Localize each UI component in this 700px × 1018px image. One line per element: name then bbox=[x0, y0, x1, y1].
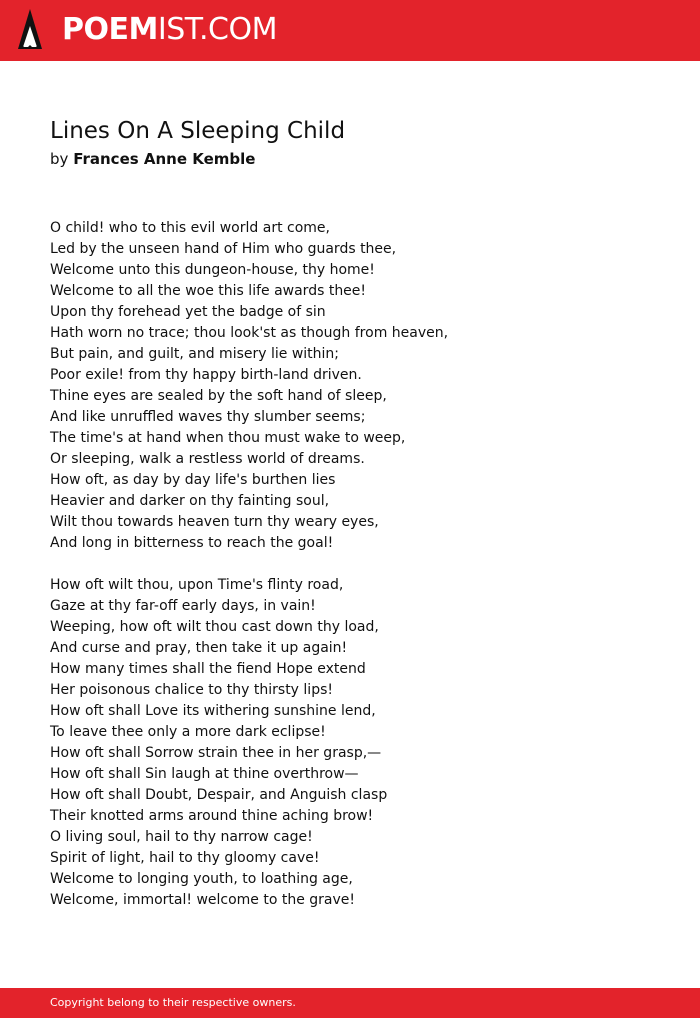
poem-line: Hath worn no trace; thou look'st as though from heaven, bbox=[50, 325, 449, 341]
poem-line: The time's at hand when thou must wake to weep, bbox=[50, 430, 406, 446]
poem-line: How oft, as day by day life's burthen lies bbox=[50, 472, 336, 488]
site-header bbox=[0, 0, 700, 61]
poem-line: But pain, and guilt, and misery lie within; bbox=[50, 346, 340, 362]
poem-line: Welcome, immortal! welcome to the grave! bbox=[50, 892, 356, 908]
poem-line: How many times shall the fiend Hope extend bbox=[50, 661, 366, 677]
poem-line: And long in bitterness to reach the goal! bbox=[50, 535, 334, 551]
author-name: Frances Anne Kemble bbox=[73, 150, 256, 168]
by-label: by bbox=[50, 150, 69, 168]
poem-line: To leave thee only a more dark eclipse! bbox=[50, 724, 326, 740]
poem-line: Gaze at thy far-off early days, in vain! bbox=[50, 598, 316, 614]
poem-line: Their knotted arms around thine aching brow! bbox=[50, 808, 374, 824]
poem-line: Thine eyes are sealed by the soft hand of sleep, bbox=[50, 388, 387, 404]
pencil-icon bbox=[18, 9, 42, 51]
poem-line: Spirit of light, hail to thy gloomy cave! bbox=[50, 850, 320, 866]
poem-line: O child! who to this evil world art come, bbox=[50, 220, 330, 236]
poem-line: How oft shall Sorrow strain thee in her grasp,— bbox=[50, 745, 382, 761]
poem-line: And curse and pray, then take it up again! bbox=[50, 640, 348, 656]
poem-line: Weeping, how oft wilt thou cast down thy load, bbox=[50, 619, 379, 635]
poem-body bbox=[50, 218, 448, 932]
byline bbox=[50, 149, 255, 169]
poem-line: Upon thy forehead yet the badge of sin bbox=[50, 304, 326, 320]
site-logo[interactable] bbox=[62, 12, 277, 48]
poem-line: Poor exile! from thy happy birth-land driven. bbox=[50, 367, 362, 383]
poem-line: How oft wilt thou, upon Time's flinty road, bbox=[50, 577, 344, 593]
poem-line: Welcome to longing youth, to loathing age, bbox=[50, 871, 353, 887]
poem-line: Or sleeping, walk a restless world of dreams. bbox=[50, 451, 365, 467]
poem-line: How oft shall Sin laugh at thine overthrow— bbox=[50, 766, 359, 782]
poem-stanza bbox=[50, 218, 448, 554]
poem-line: Led by the unseen hand of Him who guards thee, bbox=[50, 241, 397, 257]
poem-line: How oft shall Love its withering sunshine lend, bbox=[50, 703, 376, 719]
poem-line: And like unruffled waves thy slumber seems; bbox=[50, 409, 366, 425]
poem-stanza bbox=[50, 575, 448, 911]
poem-line: Welcome to all the woe this life awards thee! bbox=[50, 283, 367, 299]
poem-line: O living soul, hail to thy narrow cage! bbox=[50, 829, 313, 845]
poem-line: How oft shall Doubt, Despair, and Anguish clasp bbox=[50, 787, 388, 803]
poem-title: Lines On A Sleeping Child bbox=[50, 118, 346, 144]
poem-line: Heavier and darker on thy fainting soul, bbox=[50, 493, 330, 509]
logo-bold-text: POEM bbox=[62, 12, 158, 47]
poem-line: Welcome unto this dungeon-house, thy home! bbox=[50, 262, 375, 278]
poem-line: Wilt thou towards heaven turn thy weary eyes, bbox=[50, 514, 379, 530]
site-footer bbox=[0, 988, 700, 1018]
logo-thin-text: IST.COM bbox=[157, 12, 277, 47]
copyright-text: Copyright belong to their respective owners. bbox=[50, 996, 296, 1009]
poem-line: Her poisonous chalice to thy thirsty lips! bbox=[50, 682, 333, 698]
